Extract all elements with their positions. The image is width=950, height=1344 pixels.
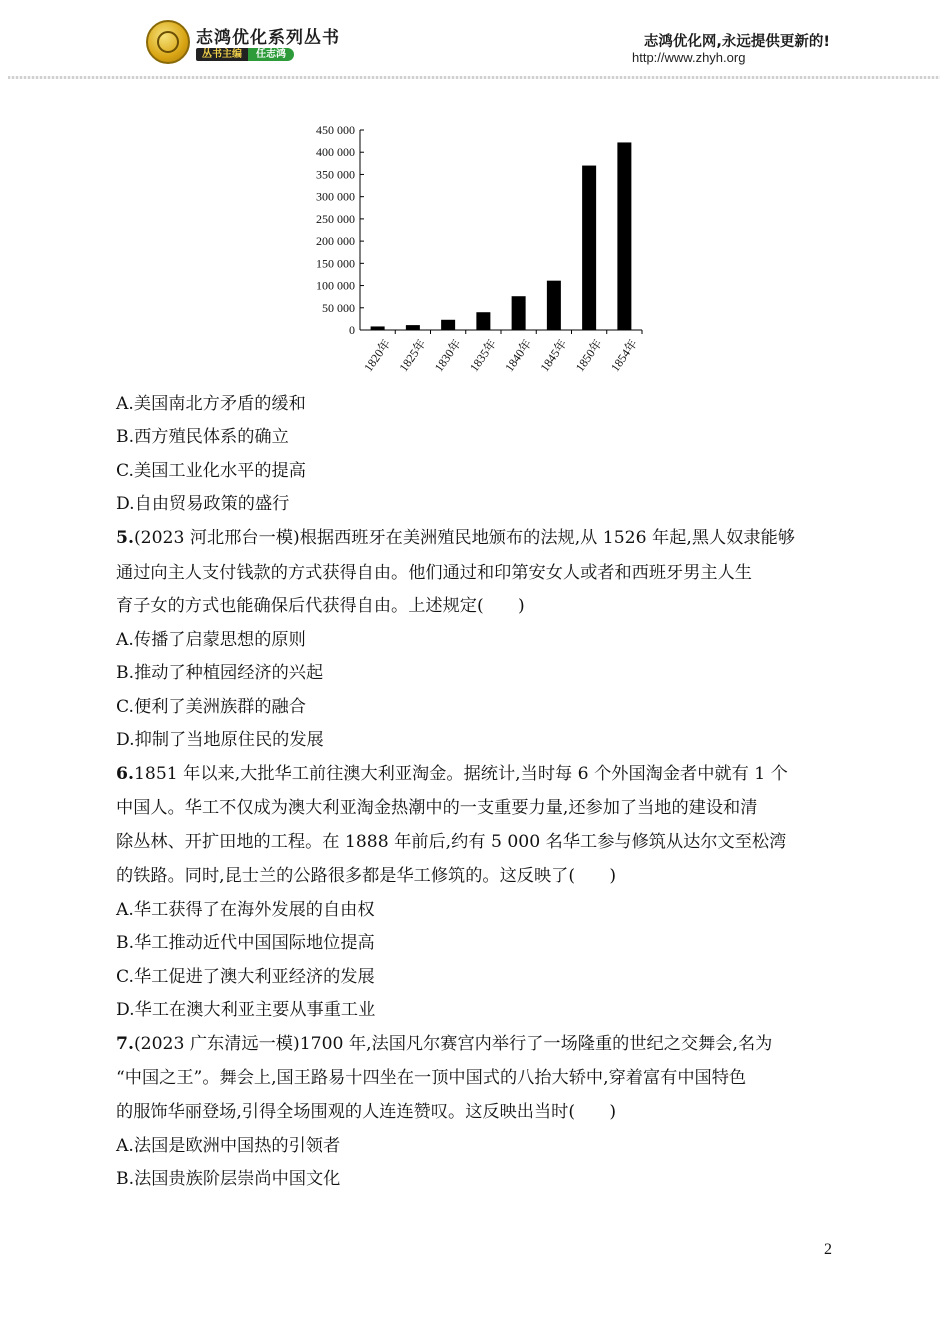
header-slogan: 志鸿优化网,永远提供更新的!: [643, 34, 830, 50]
y-tick-label: 250 000: [316, 211, 355, 226]
bar: [512, 296, 526, 330]
y-tick-label: 350 000: [316, 167, 355, 182]
q5-stem-text-1: (2023 河北邢台一模)根据西班牙在美洲殖民地颁布的法规,从 1526 年起,黑人奴隶能够: [133, 528, 795, 548]
series-title: 志鸿优化系列丛书: [196, 28, 340, 48]
y-tick-label: 400 000: [316, 145, 355, 160]
q6-stem-text-1: 1851 年以来,大批华工前往澳大利亚淘金。据统计,当时每 6 个外国淘金者中就有 1 个: [133, 764, 788, 784]
bar-chart: [290, 118, 660, 388]
bar: [441, 320, 455, 330]
q6-option-d: D.华工在澳大利亚主要从事重工业: [116, 1000, 376, 1020]
q5-option-c: C.便利了美洲族群的融合: [116, 697, 306, 717]
q7-stem-text-1: (2023 广东清远一模)1700 年,法国凡尔赛宫内举行了一场隆重的世纪之交舞会,名为: [133, 1034, 773, 1054]
q7-option-a: A.法国是欧洲中国热的引领者: [116, 1136, 341, 1156]
x-tick-label: 1820年: [361, 336, 394, 375]
q7-stem-line-1: [116, 1033, 772, 1055]
y-tick-label: 0: [349, 323, 355, 337]
publisher-logo: [146, 20, 190, 64]
x-tick-label: 1825年: [396, 336, 429, 375]
x-tick-label: 1845年: [537, 336, 570, 375]
editor-name: 任志鸿: [248, 48, 294, 61]
bar: [406, 325, 420, 330]
page-number: 2: [824, 1241, 832, 1258]
q6-stem-line-1: [116, 763, 788, 785]
x-tick-label: 1830年: [431, 336, 464, 375]
q7-stem-line-2: “中国之王”。舞会上,国王路易十四坐在一顶中国式的八抬大轿中,穿着富有中国特色: [116, 1068, 747, 1088]
q5-option-b: B.推动了种植园经济的兴起: [116, 663, 324, 683]
q7-stem-line-3: 的服饰华丽登场,引得全场围观的人连连赞叹。这反映出当时( ): [116, 1102, 617, 1122]
q6-stem-line-4: 的铁路。同时,昆士兰的公路很多都是华工修筑的。这反映了( ): [116, 866, 617, 886]
y-tick-label: 450 000: [316, 123, 355, 137]
q4-option-a: A.美国南北方矛盾的缓和: [116, 394, 306, 414]
q5-stem-line-2: 通过向主人支付钱款的方式获得自由。他们通过和印第安女人或者和西班牙男主人生: [116, 563, 752, 583]
editor-credit: [196, 48, 294, 61]
q6-number: 6.: [116, 764, 134, 784]
header-url[interactable]: http://www.zhyh.org: [632, 50, 746, 65]
y-tick-label: 100 000: [316, 278, 355, 293]
bar: [476, 312, 490, 330]
bar: [371, 326, 385, 330]
q5-stem-line-3: 育子女的方式也能确保后代获得自由。上述规定( ): [116, 596, 525, 616]
q5-option-a: A.传播了启蒙思想的原则: [116, 630, 306, 650]
q7-number: 7.: [116, 1034, 134, 1054]
bar: [582, 166, 596, 330]
q6-stem-line-2: 中国人。华工不仅成为澳大利亚淘金热潮中的一支重要力量,还参加了当地的建设和清: [116, 798, 758, 818]
q5-number: 5.: [116, 528, 134, 548]
q4-option-b: B.西方殖民体系的确立: [116, 427, 289, 447]
x-tick-label: 1840年: [502, 336, 535, 375]
q5-stem-line-1: [116, 527, 795, 549]
x-tick-label: 1854年: [607, 336, 641, 375]
y-tick-label: 150 000: [316, 256, 355, 271]
q6-option-a: A.华工获得了在海外发展的自由权: [116, 900, 375, 920]
y-tick-label: 300 000: [316, 189, 355, 204]
q6-option-b: B.华工推动近代中国国际地位提高: [116, 933, 375, 953]
q4-option-c: C.美国工业化水平的提高: [116, 461, 306, 481]
page-header: [0, 0, 950, 82]
q4-option-d: D.自由贸易政策的盛行: [116, 494, 290, 514]
q5-option-d: D.抑制了当地原住民的发展: [116, 730, 324, 750]
x-tick-label: 1835年: [466, 336, 500, 375]
x-tick-label: 1850年: [572, 336, 605, 375]
q7-option-b: B.法国贵族阶层崇尚中国文化: [116, 1169, 341, 1189]
q6-stem-line-3: 除丛林、开扩田地的工程。在 1888 年前后,约有 5 000 名华工参与修筑从达尔文至松湾: [116, 832, 787, 852]
bar: [617, 142, 631, 330]
editor-label: 丛书主编: [196, 48, 248, 61]
header-divider: [8, 76, 940, 79]
y-tick-label: 200 000: [316, 234, 355, 249]
q6-option-c: C.华工促进了澳大利亚经济的发展: [116, 967, 375, 987]
bar: [547, 281, 561, 330]
y-tick-label: 50 000: [322, 300, 355, 315]
